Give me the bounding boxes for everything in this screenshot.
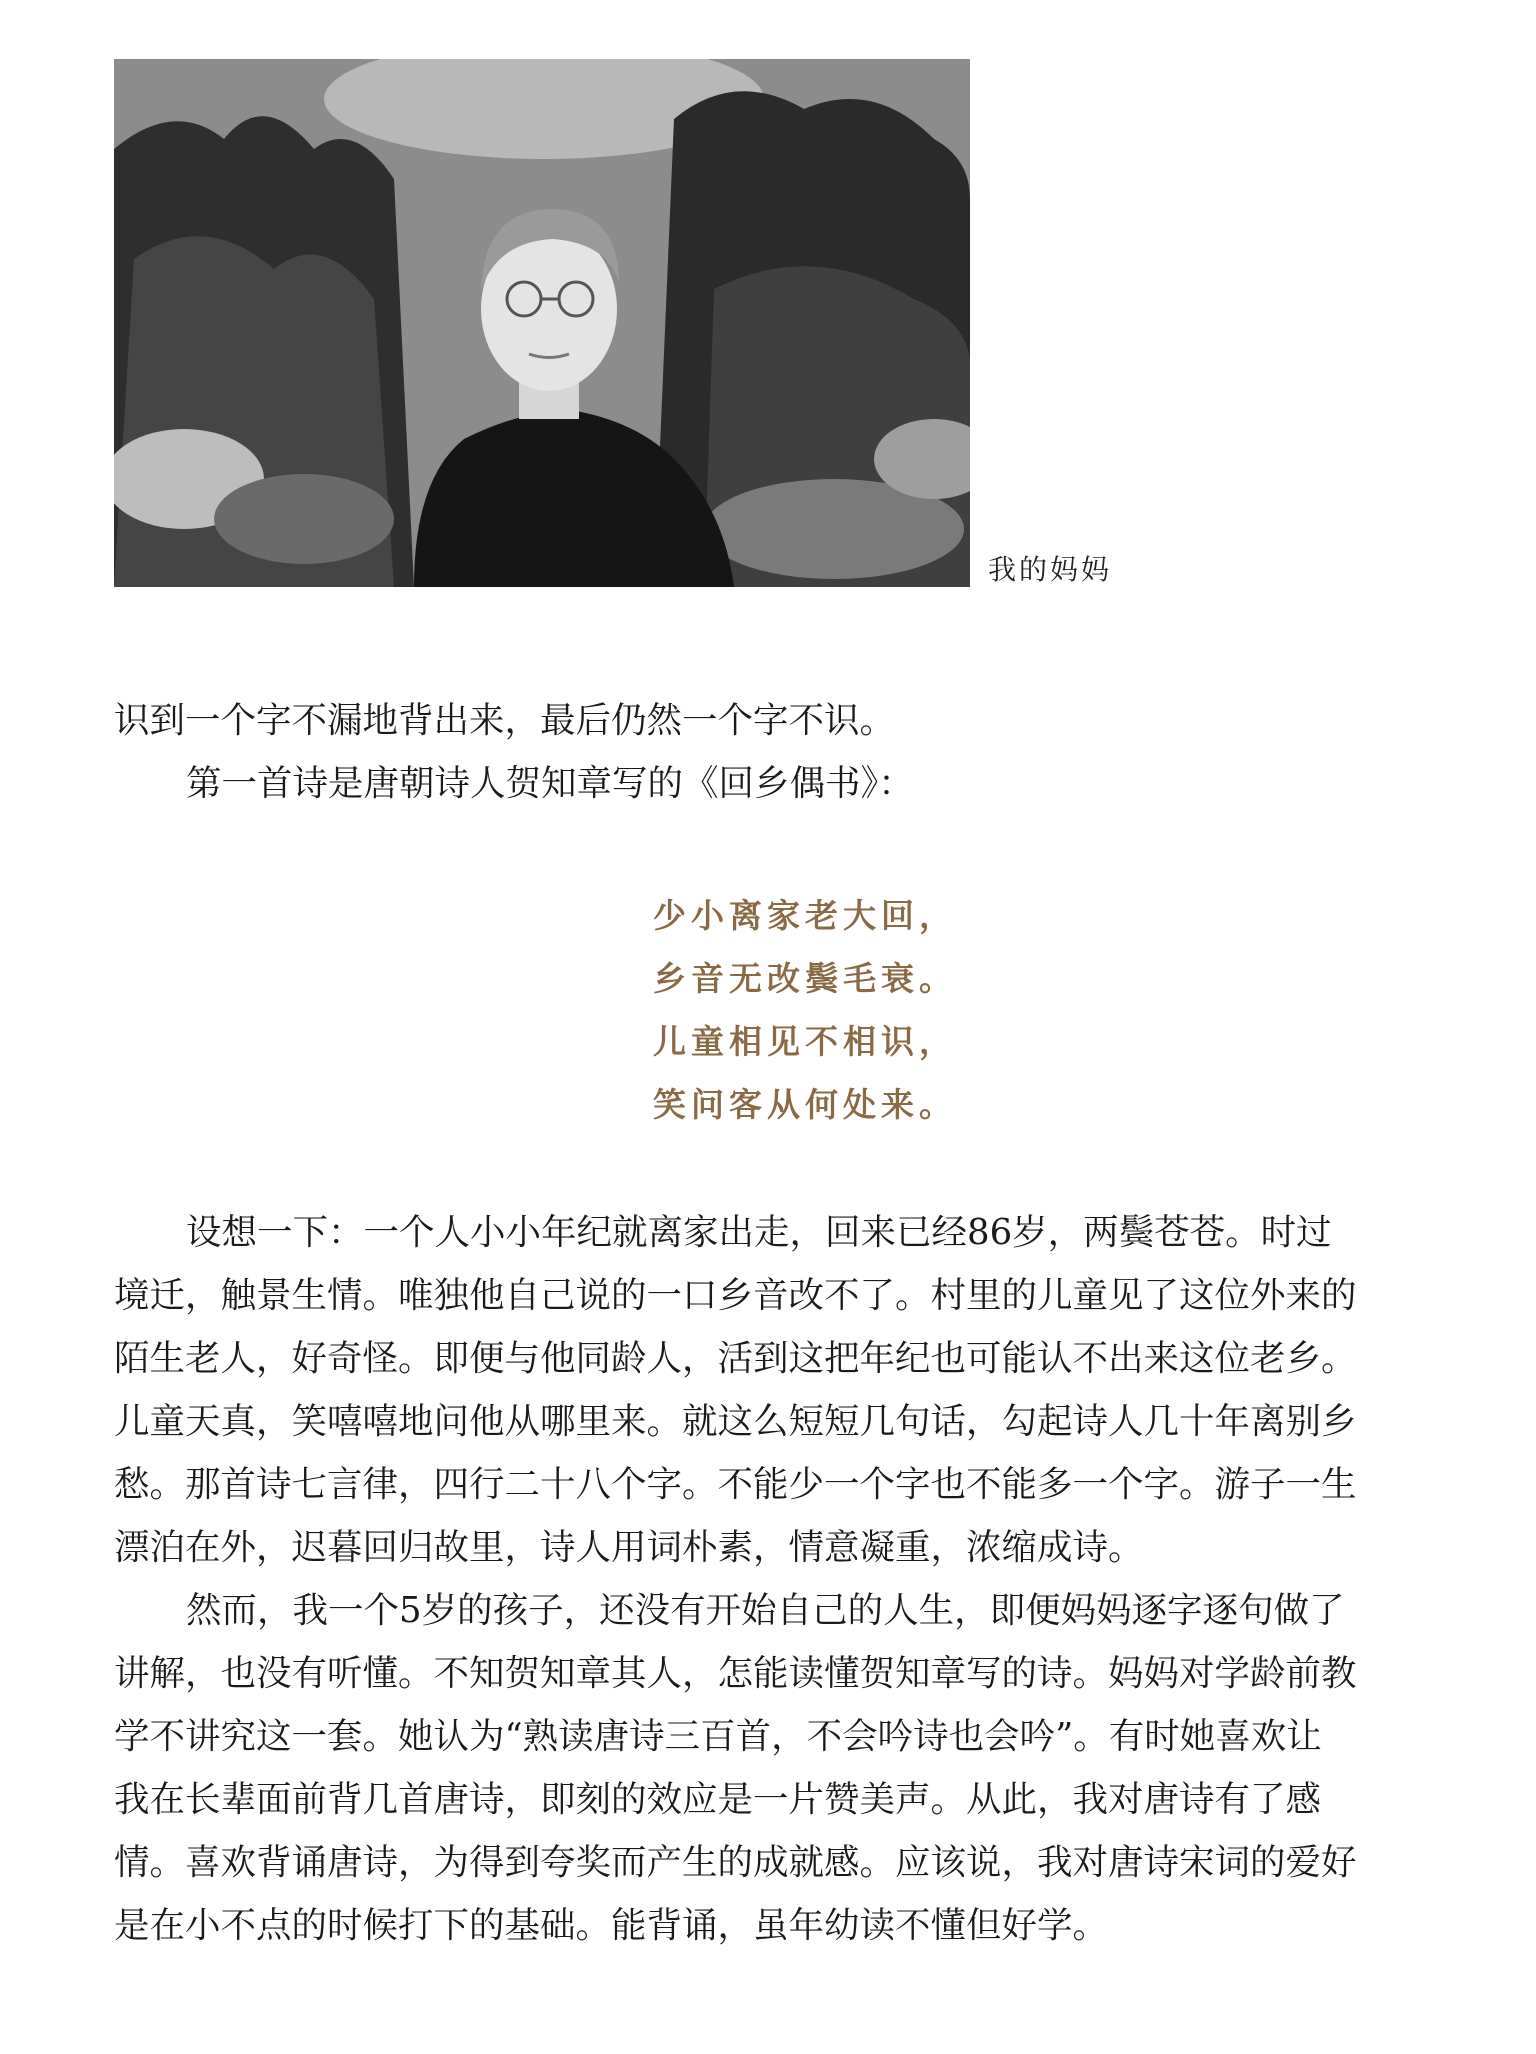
photo-illustration [114,59,970,587]
paragraph-line: 学不讲究这一套。她认为“熟读唐诗三百首，不会吟诗也会吟”。有时她喜欢让 [114,1716,1322,1757]
paragraph-line: 漂泊在外，迟暮回归故里，诗人用词朴素，情意凝重，浓缩成诗。 [114,1527,1144,1568]
intro-line: 识到一个字不漏地背出来，最后仍然一个字不识。 [114,700,896,741]
intro-line: 第一首诗是唐朝诗人贺知章写的《回乡偶书》： [186,763,914,804]
intro-text [114,689,1414,815]
paragraph-line: 是在小不点的时候打下的基础。能背诵，虽年幼读不懂但好学。 [114,1905,1109,1946]
poem-line: 少小离家老大回， [653,896,957,935]
paragraph-line: 设想一下：一个人小小年纪就离家出走，回来已经86岁，两鬓苍苍。时过 [186,1212,1332,1253]
paragraph-line: 然而，我一个5岁的孩子，还没有开始自己的人生，即便妈妈逐字逐句做了 [186,1590,1345,1631]
paragraph-line: 情。喜欢背诵唐诗，为得到夸奖而产生的成就感。应该说，我对唐诗宋词的爱好 [114,1842,1357,1883]
paragraph-line: 陌生老人，好奇怪。即便与他同龄人，活到这把年纪也可能认不出来这位老乡。 [114,1338,1357,1379]
paragraph-2 [114,1201,1414,1957]
poem-line: 笑问客从何处来。 [653,1085,957,1124]
paragraph-line: 儿童天真，笑嘻嘻地问他从哪里来。就这么短短几句话，勾起诗人几十年离别乡 [114,1401,1357,1442]
photo-mother [114,59,970,587]
paragraph-line: 我在长辈面前背几首唐诗，即刻的效应是一片赞美声。从此，我对唐诗有了感 [114,1779,1322,1820]
poem [653,884,957,1136]
photo-caption: 我的妈妈 [988,553,1113,586]
paragraph-line: 境迁，触景生情。唯独他自己说的一口乡音改不了。村里的儿童见了这位外来的 [114,1275,1357,1316]
paragraph-line: 讲解，也没有听懂。不知贺知章其人，怎能读懂贺知章写的诗。妈妈对学龄前教 [114,1653,1357,1694]
poem-line: 乡音无改鬓毛衰。 [653,959,957,998]
paragraph-line: 愁。那首诗七言律，四行二十八个字。不能少一个字也不能多一个字。游子一生 [114,1464,1357,1505]
poem-line: 儿童相见不相识， [653,1022,957,1061]
